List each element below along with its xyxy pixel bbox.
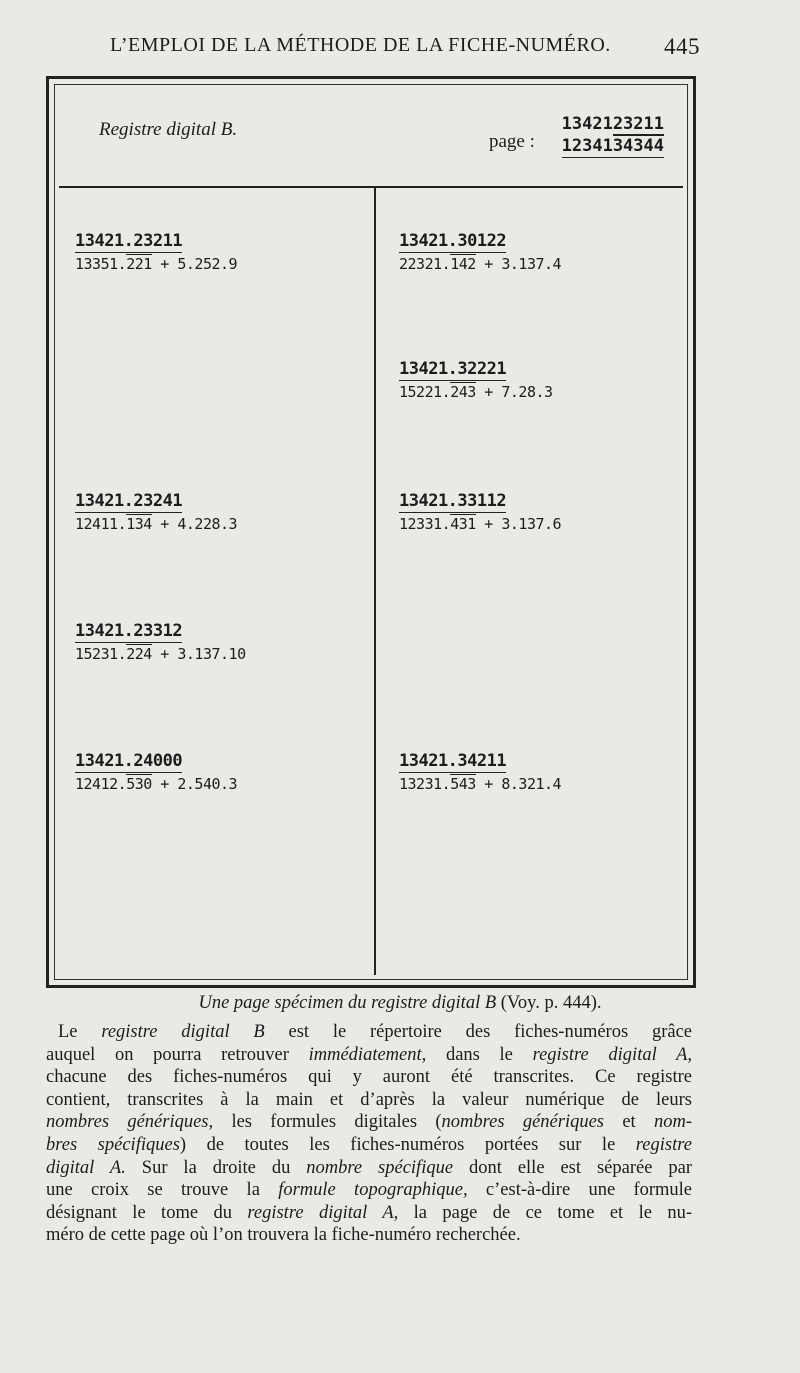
paragraph-line: désignant le tome du registre digital A, la page de ce tome et le nu- — [46, 1202, 692, 1223]
paragraph-line: nombres génériques, les formules digitales (nombres génériques et nom- — [46, 1112, 692, 1133]
page-number: 445 — [664, 34, 700, 59]
paragraph-line: chacune des fiches-numéros qui y auront été transcrites. Ce registre — [46, 1067, 692, 1088]
italic-run: digital A. — [46, 1157, 126, 1178]
paragraph-line: digital A. Sur la droite du nombre spécifique dont elle est séparée par — [46, 1157, 692, 1178]
page-number-first: 1342123211 — [561, 114, 664, 134]
column-divider — [374, 187, 376, 975]
entry-number: 13421.32221 — [399, 359, 507, 379]
register-entry — [399, 231, 561, 275]
entry-number: 13421.23241 — [75, 491, 183, 511]
italic-run: registre digital B — [101, 1022, 265, 1042]
entry-number: 13421.33112 — [399, 491, 507, 511]
register-entry — [399, 359, 553, 403]
entry-number: 13421.24000 — [75, 751, 183, 771]
page-number-range — [554, 113, 664, 158]
entry-formula: 12411.134 + 4.228.3 — [75, 515, 238, 533]
running-title: L’EMPLOI DE LA MÉTHODE DE LA FICHE-NUMÉRO. — [110, 34, 611, 56]
register-entry — [75, 231, 237, 275]
entry-formula: 15221.243 + 7.28.3 — [399, 383, 553, 401]
register-entry — [399, 491, 561, 535]
entry-number: 13421.23312 — [75, 621, 183, 641]
entry-formula: 13231.543 + 8.321.4 — [399, 775, 562, 793]
caption-reference: (Voy. p. 444). — [496, 993, 602, 1013]
entry-formula: 13351.221 + 5.252.9 — [75, 255, 238, 273]
italic-run: registre digital A, — [247, 1202, 399, 1223]
register-entry — [75, 751, 237, 795]
italic-run: formule topographique, — [278, 1180, 468, 1201]
register-entry — [399, 751, 561, 795]
italic-run: bres spécifiques — [46, 1134, 180, 1155]
body-paragraph — [46, 1021, 692, 1247]
paragraph-line: auquel on pourra retrouver immédiatement, dans le registre digital A, — [46, 1044, 692, 1065]
specimen-frame — [46, 76, 696, 988]
italic-run: registre digital A, — [532, 1044, 692, 1065]
italic-run: registre — [635, 1134, 692, 1155]
italic-run: nombres génériques, — [46, 1112, 214, 1133]
entry-formula: 12412.530 + 2.540.3 — [75, 775, 238, 793]
register-entry — [75, 491, 237, 535]
page-label: page : — [489, 131, 535, 152]
entry-number: 13421.23211 — [75, 231, 183, 251]
entry-formula: 22321.142 + 3.137.4 — [399, 255, 562, 273]
header-rule — [59, 186, 683, 188]
paragraph-line: bres spécifiques) de toutes les fiches-numéros portées sur le registre — [46, 1134, 692, 1155]
italic-run: immédiatement, — [308, 1044, 427, 1065]
figure-caption — [0, 993, 800, 1014]
caption-italic: Une page spécimen du registre digital B — [198, 993, 497, 1013]
italic-run: nombre spécifique — [306, 1157, 454, 1178]
paragraph-line: une croix se trouve la formule topographique, c’est-à-dire une formule — [46, 1180, 693, 1201]
entry-number: 13421.34211 — [399, 751, 507, 771]
entry-formula: 12331.431 + 3.137.6 — [399, 515, 562, 533]
paragraph-line: Le registre digital B est le répertoire des fiches-numéros grâce — [58, 1022, 692, 1042]
italic-run: nom- — [653, 1112, 692, 1133]
entry-formula: 15231.224 + 3.137.10 — [75, 645, 246, 663]
register-title: Registre digital B. — [99, 119, 238, 140]
italic-run: nombres génériques — [441, 1112, 605, 1133]
paragraph-line: méro de cette page où l’on trouvera la fiche-numéro recherchée. — [46, 1225, 521, 1246]
paragraph-line: contient, transcrites à la main et d’après la valeur numérique de leurs — [46, 1089, 692, 1110]
entry-number: 13421.30122 — [399, 231, 507, 251]
page-number-second: 1234134344 — [561, 136, 664, 156]
register-entry — [75, 621, 246, 665]
